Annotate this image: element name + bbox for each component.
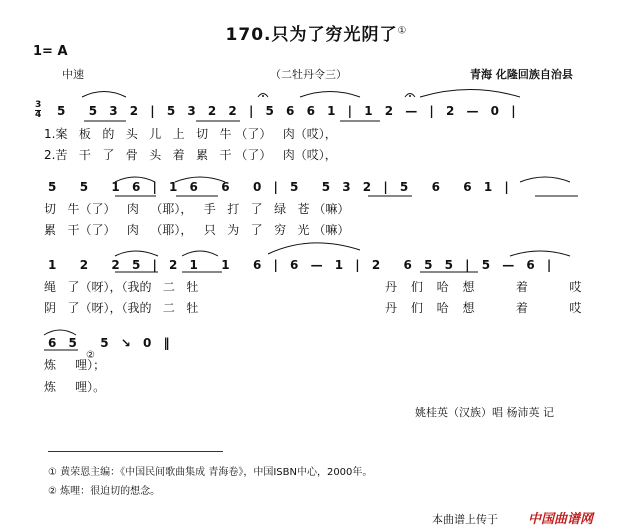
footnote-mark: ② (86, 350, 95, 361)
lyric-line: 炼 哩）。 (44, 380, 106, 394)
slur (268, 243, 360, 254)
slur (510, 251, 570, 256)
time-signature: 3 4 (35, 100, 42, 120)
lyric-line: 切 牛（了） 肉 （耶）， 手 打 了 绿 苍 （嘛） (44, 202, 350, 216)
footnote-mark: ① (397, 25, 408, 37)
notation-row: 5 5 3 2 | 5 3 2 2 | 5 6 6 1 | 1 2 — | 2 — 0 | (57, 104, 517, 118)
slur (300, 92, 360, 98)
slur (182, 251, 218, 256)
notation-row: 1 2 2 5 | 2 1 1 6 | 6 — 1 | 2 6 5 5 | 5 — 6 | (48, 258, 553, 272)
performer-credit: 姚桂英（汉族）唱 杨沛英 记 (415, 406, 554, 419)
footnote-divider (48, 451, 223, 452)
footnote-1: ① 黄荣恩主编：《中国民间歌曲集成 青海卷》，中国ISBN中心，2000年。 (48, 467, 373, 478)
lyric-line: 丹 们 哈 想 着 哎 (385, 301, 582, 315)
slur (115, 251, 158, 256)
lyric-line: 2.苦 干 了 骨 头 着 累 干 （了） 肉（哎）， (44, 148, 337, 162)
lyric-line: 丹 们 哈 想 着 哎 (385, 280, 582, 294)
lyric-line: 累 干（了） 肉 （耶）， 只 为 了 穷 光 （嘛） (44, 223, 350, 237)
lyric-line: 1.案 板 的 头 儿 上 切 牛 （了） 肉（哎）， (44, 127, 337, 141)
site-logo[interactable]: 中国曲谱网 (528, 512, 594, 527)
lyric-line: 阴 了（呀），（我的 二 牡 (44, 301, 199, 315)
slur (82, 92, 126, 98)
upload-note: 本曲谱上传于 (432, 513, 498, 526)
key-signature: 1= A (33, 44, 68, 59)
notation-row: 5 5 1 6 | 1 6 6 0 | 5 5 3 2 | 5 6 6 1 | (48, 180, 510, 194)
beam-lines (44, 121, 578, 350)
song-region: 青海 化隆回族自治县 (470, 68, 573, 81)
footnote-2: ② 炼哩：很迫切的想念。 (48, 486, 161, 497)
tempo-marking: 中速 (62, 68, 84, 81)
slur (44, 330, 76, 335)
lyric-line: 炼 哩）； (44, 358, 106, 372)
song-subtitle: （二牡丹令三） (270, 68, 347, 81)
slur (115, 177, 155, 182)
song-title: 170.只为了穷光阴了① (225, 25, 408, 45)
notation-row: 6 5 5 ↘ 0 ‖ (48, 336, 171, 350)
slur (175, 177, 225, 182)
slur (520, 177, 570, 182)
slur (420, 90, 520, 98)
lyric-line: 绳 了（呀），（我的 二 牡 (44, 280, 199, 294)
